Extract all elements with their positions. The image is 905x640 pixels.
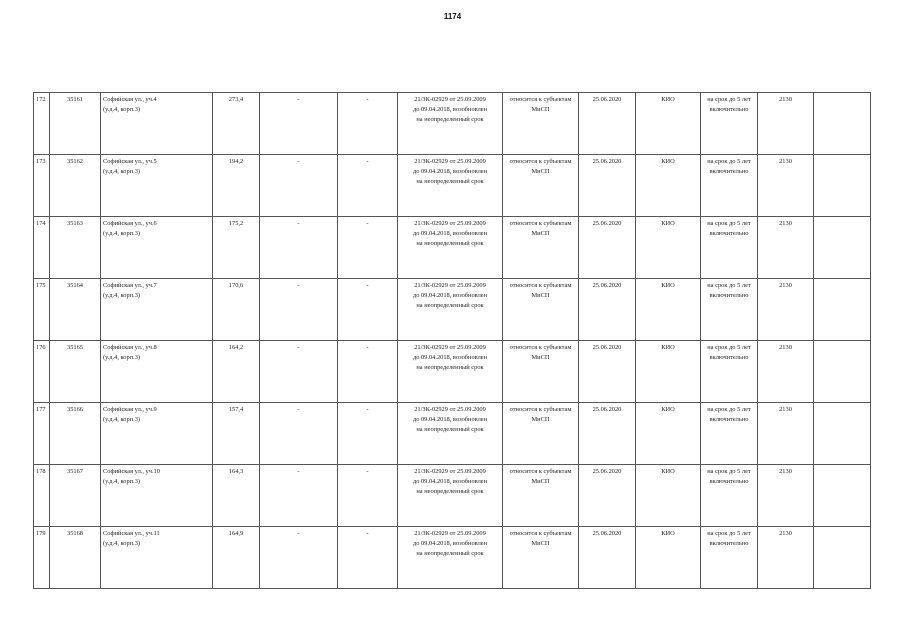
object-code-cell: 35167: [50, 465, 101, 527]
contract-cell: 21/ЗК-02929 от 25.09.2009 до 09.04.2018, возобновлен на неопределенный срок: [398, 155, 503, 217]
address-cell: Софийская ул., уч.10 (у.д.4, корп.3): [101, 465, 213, 527]
address-cell: Софийская ул., уч.8 (у.д.4, корп.3): [101, 341, 213, 403]
subject-cell: относится к субъектам МиСП: [503, 93, 579, 155]
dash-cell: -: [338, 465, 398, 527]
empty-cell: [814, 527, 871, 589]
subject-cell: относится к субъектам МиСП: [503, 403, 579, 465]
empty-cell: [814, 465, 871, 527]
date-cell: 25.06.2020: [579, 155, 636, 217]
area-cell: 175,2: [213, 217, 260, 279]
area-cell: 170,6: [213, 279, 260, 341]
date-cell: 25.06.2020: [579, 465, 636, 527]
row-number-cell: 179: [34, 527, 50, 589]
object-code-cell: 35165: [50, 341, 101, 403]
object-code-cell: 35163: [50, 217, 101, 279]
term-cell: на срок до 5 лет включительно: [701, 341, 758, 403]
dash-cell: -: [338, 93, 398, 155]
contract-cell: 21/ЗК-02929 от 25.09.2009 до 09.04.2018, возобновлен на неопределенный срок: [398, 93, 503, 155]
table-row: [34, 217, 871, 279]
registry-table: [33, 92, 871, 589]
contract-cell: 21/ЗК-02929 от 25.09.2009 до 09.04.2018, возобновлен на неопределенный срок: [398, 279, 503, 341]
area-cell: 194,2: [213, 155, 260, 217]
code-cell: 2130: [758, 527, 814, 589]
dash-cell: -: [338, 403, 398, 465]
date-cell: 25.06.2020: [579, 403, 636, 465]
area-cell: 157,4: [213, 403, 260, 465]
dash-cell: -: [338, 279, 398, 341]
code-cell: 2130: [758, 279, 814, 341]
term-cell: на срок до 5 лет включительно: [701, 155, 758, 217]
code-cell: 2130: [758, 217, 814, 279]
address-cell: Софийская ул., уч.6 (у.д.4, корп.3): [101, 217, 213, 279]
subject-cell: относится к субъектам МиСП: [503, 465, 579, 527]
date-cell: 25.06.2020: [579, 279, 636, 341]
empty-cell: [814, 93, 871, 155]
organization-cell: КИО: [636, 93, 701, 155]
dash-cell: -: [260, 341, 338, 403]
row-number-cell: 177: [34, 403, 50, 465]
row-number-cell: 172: [34, 93, 50, 155]
dash-cell: -: [260, 465, 338, 527]
organization-cell: КИО: [636, 279, 701, 341]
object-code-cell: 35162: [50, 155, 101, 217]
empty-cell: [814, 279, 871, 341]
empty-cell: [814, 341, 871, 403]
code-cell: 2130: [758, 341, 814, 403]
table-row: [34, 279, 871, 341]
subject-cell: относится к субъектам МиСП: [503, 279, 579, 341]
contract-cell: 21/ЗК-02929 от 25.09.2009 до 09.04.2018, возобновлен на неопределенный срок: [398, 403, 503, 465]
organization-cell: КИО: [636, 403, 701, 465]
date-cell: 25.06.2020: [579, 341, 636, 403]
organization-cell: КИО: [636, 155, 701, 217]
area-cell: 164,3: [213, 465, 260, 527]
address-cell: Софийская ул., уч.4 (у.д.4, корп.3): [101, 93, 213, 155]
table-row: [34, 527, 871, 589]
dash-cell: -: [260, 155, 338, 217]
address-cell: Софийская ул., уч.7 (у.д.4, корп.3): [101, 279, 213, 341]
address-cell: Софийская ул., уч.9 (у.д.4, корп.3): [101, 403, 213, 465]
code-cell: 2130: [758, 93, 814, 155]
dash-cell: -: [338, 217, 398, 279]
organization-cell: КИО: [636, 527, 701, 589]
term-cell: на срок до 5 лет включительно: [701, 93, 758, 155]
dash-cell: -: [338, 527, 398, 589]
dash-cell: -: [338, 155, 398, 217]
area-cell: 273,4: [213, 93, 260, 155]
dash-cell: -: [260, 279, 338, 341]
table-row: [34, 465, 871, 527]
row-number-cell: 176: [34, 341, 50, 403]
object-code-cell: 35164: [50, 279, 101, 341]
code-cell: 2130: [758, 155, 814, 217]
code-cell: 2130: [758, 403, 814, 465]
term-cell: на срок до 5 лет включительно: [701, 217, 758, 279]
subject-cell: относится к субъектам МиСП: [503, 341, 579, 403]
contract-cell: 21/ЗК-02929 от 25.09.2009 до 09.04.2018, возобновлен на неопределенный срок: [398, 527, 503, 589]
row-number-cell: 178: [34, 465, 50, 527]
table-row: [34, 341, 871, 403]
empty-cell: [814, 403, 871, 465]
date-cell: 25.06.2020: [579, 217, 636, 279]
term-cell: на срок до 5 лет включительно: [701, 527, 758, 589]
table-row: [34, 155, 871, 217]
object-code-cell: 35168: [50, 527, 101, 589]
dash-cell: -: [338, 341, 398, 403]
row-number-cell: 174: [34, 217, 50, 279]
table-row: [34, 403, 871, 465]
empty-cell: [814, 155, 871, 217]
term-cell: на срок до 5 лет включительно: [701, 465, 758, 527]
address-cell: Софийская ул., уч.5 (у.д.4, корп.3): [101, 155, 213, 217]
area-cell: 164,9: [213, 527, 260, 589]
area-cell: 164,2: [213, 341, 260, 403]
row-number-cell: 173: [34, 155, 50, 217]
row-number-cell: 175: [34, 279, 50, 341]
object-code-cell: 35166: [50, 403, 101, 465]
object-code-cell: 35161: [50, 93, 101, 155]
date-cell: 25.06.2020: [579, 527, 636, 589]
address-cell: Софийская ул., уч.11 (у.д.4, корп.3): [101, 527, 213, 589]
organization-cell: КИО: [636, 341, 701, 403]
empty-cell: [814, 217, 871, 279]
date-cell: 25.06.2020: [579, 93, 636, 155]
organization-cell: КИО: [636, 465, 701, 527]
subject-cell: относится к субъектам МиСП: [503, 217, 579, 279]
dash-cell: -: [260, 403, 338, 465]
term-cell: на срок до 5 лет включительно: [701, 403, 758, 465]
subject-cell: относится к субъектам МиСП: [503, 155, 579, 217]
table-row: [34, 93, 871, 155]
code-cell: 2130: [758, 465, 814, 527]
contract-cell: 21/ЗК-02929 от 25.09.2009 до 09.04.2018, возобновлен на неопределенный срок: [398, 341, 503, 403]
contract-cell: 21/ЗК-02929 от 25.09.2009 до 09.04.2018, возобновлен на неопределенный срок: [398, 217, 503, 279]
page-number: 1174: [443, 12, 462, 21]
contract-cell: 21/ЗК-02929 от 25.09.2009 до 09.04.2018, возобновлен на неопределенный срок: [398, 465, 503, 527]
dash-cell: -: [260, 527, 338, 589]
subject-cell: относится к субъектам МиСП: [503, 527, 579, 589]
term-cell: на срок до 5 лет включительно: [701, 279, 758, 341]
organization-cell: КИО: [636, 217, 701, 279]
dash-cell: -: [260, 93, 338, 155]
dash-cell: -: [260, 217, 338, 279]
